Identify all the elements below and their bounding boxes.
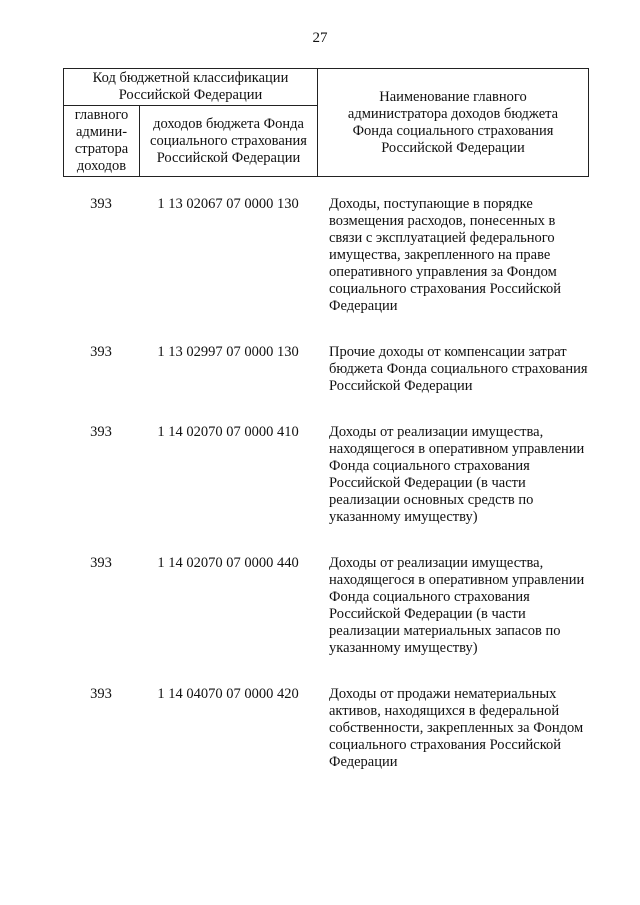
page-number: 27 [312, 30, 328, 46]
table-row [63, 555, 588, 657]
revenue-list [63, 196, 588, 800]
admin-code: 393 [90, 196, 112, 212]
revenue-code: 1 14 02070 07 0000 410 [157, 424, 299, 440]
admin-code: 393 [90, 344, 112, 360]
revenue-code: 1 14 04070 07 0000 420 [157, 686, 299, 702]
admin-code: 393 [90, 686, 112, 702]
revenue-description: Доходы, поступающие в порядке возмещения расходов, понесенных в связи с эксплуатацией федерального имущества, закрепленного на праве оперативного управления за Фондом социального страхования Российской Федерации [329, 196, 562, 314]
classification-title: Код бюджетной классификации Российской Федерации [64, 69, 318, 106]
revenue-description: Доходы от реализации имущества, находящегося в оперативном управлении Фонда социального страхования Российской Федерации (в части реализации основных средств по указанному имуществу) [329, 424, 585, 525]
table-row [63, 424, 588, 526]
revenue-code-header: доходов бюджета Фонда социального страхования Российской Федерации [140, 106, 318, 177]
table-row [63, 196, 588, 315]
revenue-code: 1 14 02070 07 0000 440 [157, 555, 299, 571]
admin-code: 393 [90, 424, 112, 440]
admin-code-header: главного админи-стратора доходов [64, 106, 140, 177]
table-row [63, 686, 588, 771]
revenue-description: Доходы от продажи нематериальных активов, находящихся в федеральной собственности, закрепленных за Фондом социального страхования Российской Федерации [329, 686, 584, 770]
table-row [63, 344, 588, 395]
revenue-code: 1 13 02067 07 0000 130 [157, 196, 299, 212]
revenue-code: 1 13 02997 07 0000 130 [157, 344, 299, 360]
revenue-description: Доходы от реализации имущества, находящегося в оперативном управлении Фонда социального страхования Российской Федерации (в части реализации материальных запасов по указанному имуществу) [329, 555, 585, 656]
header-table [63, 68, 589, 177]
admin-name-header: Наименование главного администратора доходов бюджета Фонда социального страхования Российской Федерации [318, 69, 589, 177]
revenue-description: Прочие доходы от компенсации затрат бюджета Фонда социального страхования Российской Федерации [329, 344, 588, 394]
admin-code: 393 [90, 555, 112, 571]
